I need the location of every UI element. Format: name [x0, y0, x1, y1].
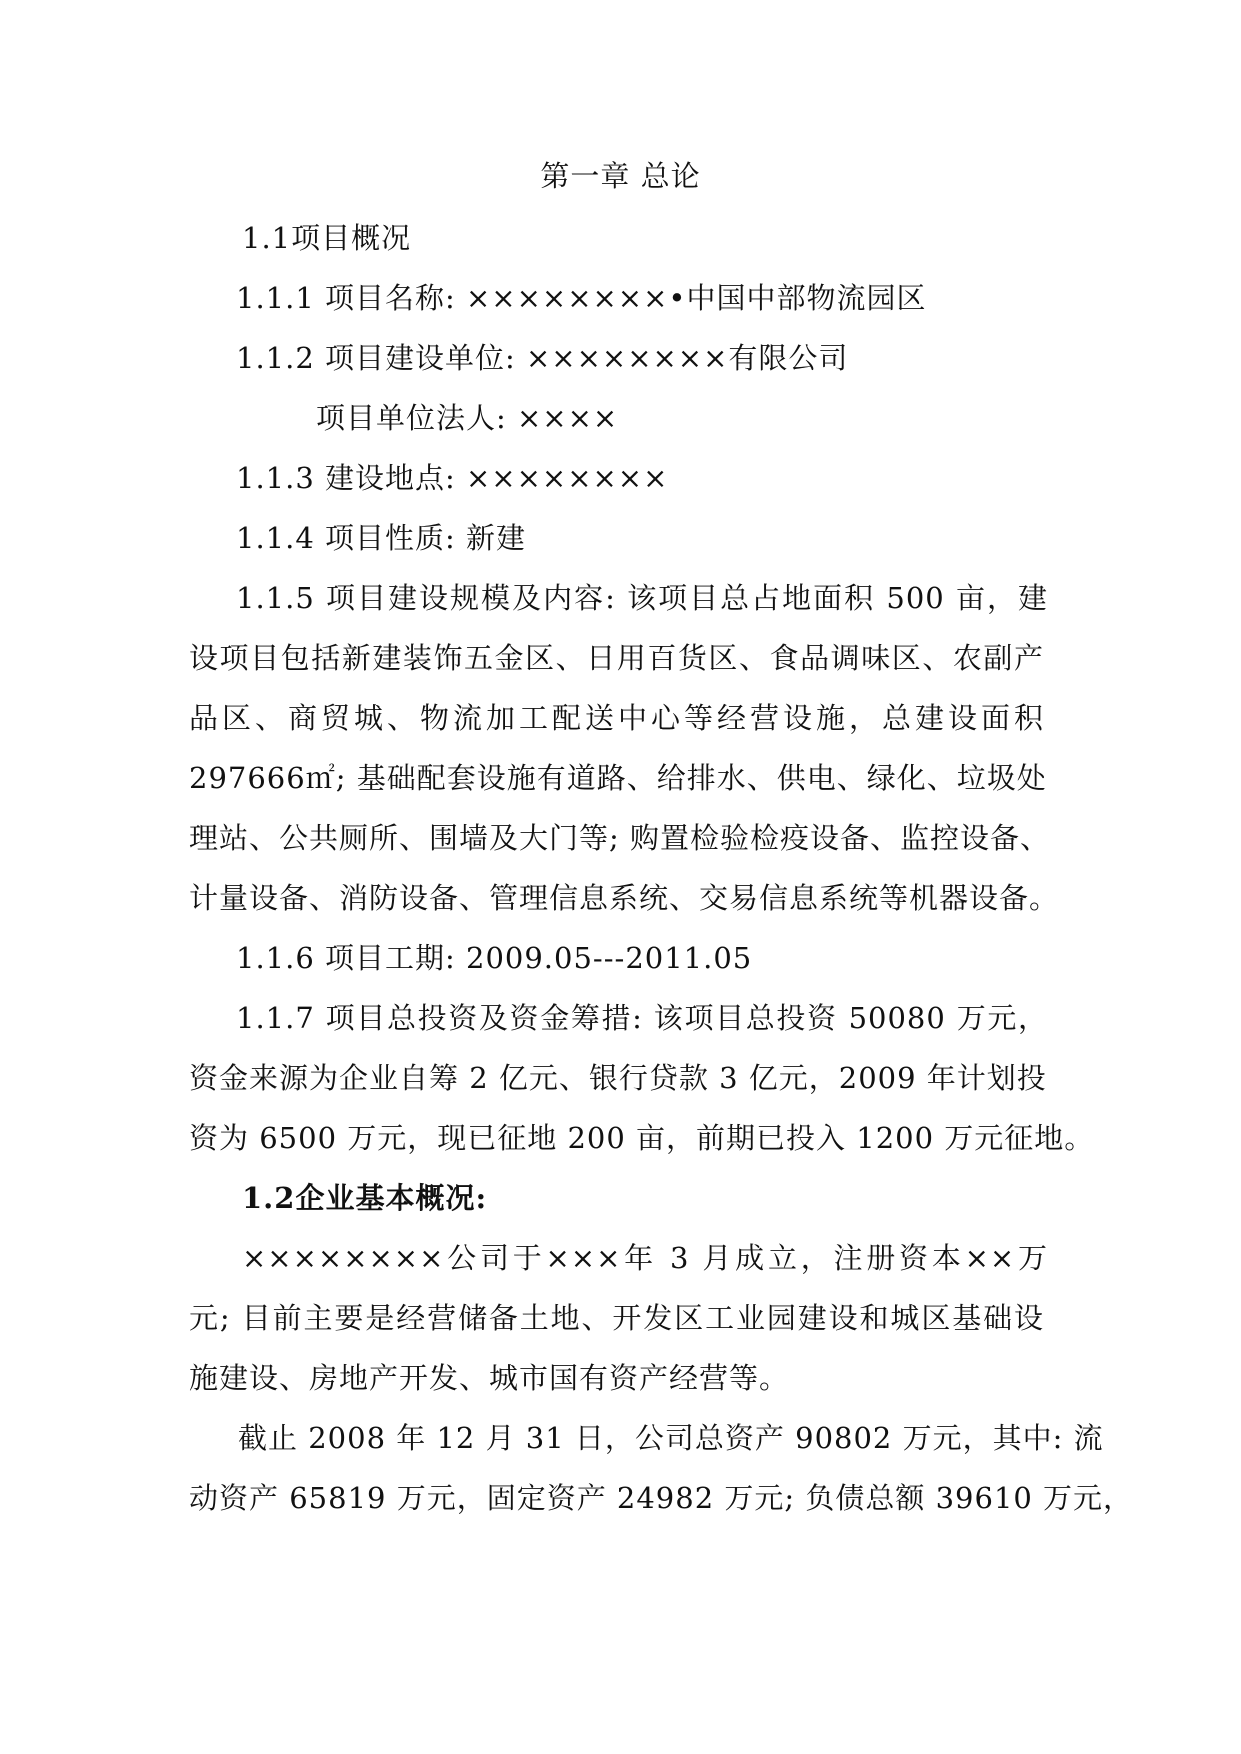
paragraph-investment-line: 1.1.7 项目总投资及资金筹措: 该项目总投资 50080 万元， [236, 1001, 1048, 1035]
paragraph-scale-line: 1.1.5 项目建设规模及内容: 该项目总占地面积 500 亩，建 [236, 581, 1048, 615]
item-project-period: 1.1.6 项目工期: 2009.05---2011.05 [236, 941, 753, 975]
paragraph-scale-line: 理站、公共厕所、围墙及大门等; 购置检验检疫设备、监控设备、 [189, 821, 1050, 855]
paragraph-scale-line: 品区、商贸城、物流加工配送中心等经营设施，总建设面积 [189, 701, 1044, 735]
section-heading-1-1: 1.1项目概况 [242, 221, 412, 255]
chapter-title: 第一章 总论 [540, 159, 701, 193]
paragraph-scale-line: 计量设备、消防设备、管理信息系统、交易信息系统等机器设备。 [189, 881, 1060, 915]
item-construction-site: 1.1.3 建设地点: ×××××××× [236, 461, 669, 495]
paragraph-assets-line: 截止 2008 年 12 月 31 日，公司总资产 90802 万元，其中: 流 [238, 1421, 1104, 1455]
item-construction-unit: 1.1.2 项目建设单位: ××××××××有限公司 [236, 341, 849, 375]
paragraph-investment-line: 资为 6500 万元，现已征地 200 亩，前期已投入 1200 万元征地。 [189, 1121, 1095, 1155]
paragraph-scale-line: 297666㎡; 基础配套设施有道路、给排水、供电、绿化、垃圾处 [189, 761, 1047, 795]
paragraph-assets-line: 动资产 65819 万元，固定资产 24982 万元; 负债总额 39610 万元， [189, 1481, 1134, 1515]
paragraph-company-line: ××××××××公司于×××年 3 月成立，注册资本××万 [242, 1241, 1048, 1275]
paragraph-investment-line: 资金来源为企业自筹 2 亿元、银行贷款 3 亿元，2009 年计划投 [189, 1061, 1047, 1095]
item-project-nature: 1.1.4 项目性质: 新建 [236, 521, 526, 555]
paragraph-company-line: 施建设、房地产开发、城市国有资产经营等。 [189, 1361, 790, 1395]
item-project-name: 1.1.1 项目名称: ××××××××•中国中部物流园区 [236, 281, 927, 315]
item-legal-person: 项目单位法人: ×××× [316, 401, 619, 435]
section-heading-1-2: 1.2企业基本概况: [242, 1181, 488, 1215]
paragraph-company-line: 元; 目前主要是经营储备土地、开发区工业园建设和城区基础设 [189, 1301, 1044, 1335]
paragraph-scale-line: 设项目包括新建装饰五金区、日用百货区、食品调味区、农副产 [189, 641, 1044, 675]
